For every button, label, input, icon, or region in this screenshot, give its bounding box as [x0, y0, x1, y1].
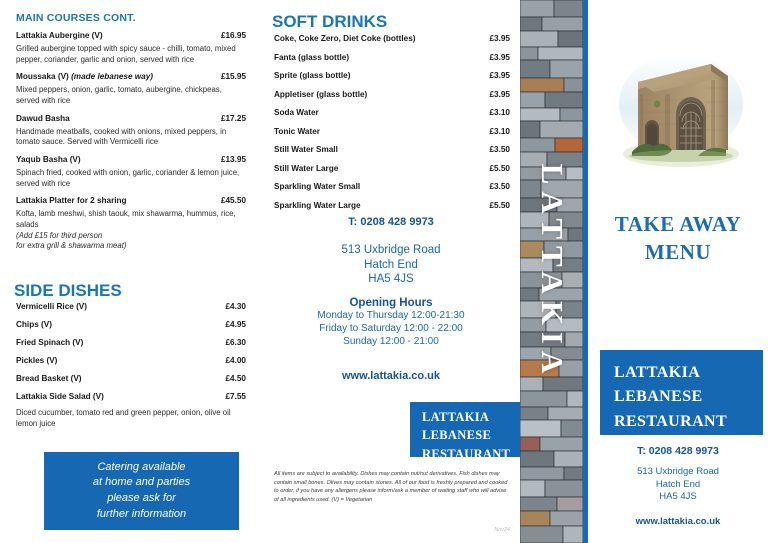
- soft-drink-row: [274, 71, 510, 80]
- menu-item-note: [16, 231, 246, 252]
- soft-drink-name: Sparkling Water Small: [274, 182, 361, 191]
- side-dish-name: Bread Basket (V): [16, 374, 82, 383]
- disclaimer-text: All items are subject to availability. Dishes may contain nut/nut derivatives. Fish dishes may contain small bones. Olives may contain stones. All of our food is freshly prepared and cooked to order, if you have any allergens please inform/ask a member of waiting staff who will advise of all ingredients used. (V) = Vegetarian: [274, 471, 508, 503]
- side-dish-price: £4.00: [225, 356, 246, 365]
- right-address-line-3: HA5 4JS: [659, 491, 697, 503]
- menu-item-name: Lattakia Aubergine (V): [16, 31, 103, 40]
- middle-brand-line-2: LEBANESE: [422, 428, 492, 443]
- soft-drink-name: Still Water Small: [274, 145, 338, 154]
- menu-item-name: Yaqub Basha (V): [16, 155, 81, 165]
- right-telephone[interactable]: T: 0208 428 9973: [637, 445, 719, 457]
- left-panel: [0, 0, 262, 543]
- text-line: at home and parties: [92, 476, 191, 489]
- soft-drink-row: [274, 182, 510, 191]
- opening-hours-line: Monday to Thursday 12:00-21:30: [317, 310, 465, 322]
- soft-drink-row: [274, 90, 510, 99]
- menu-item-name: Dawud Basha: [16, 113, 70, 123]
- soft-drink-price: £5.50: [489, 163, 510, 173]
- side-dish-row: [16, 338, 246, 347]
- right-address-line-1: 513 Uxbridge Road: [637, 466, 719, 477]
- menu-item-description: Grilled aubergine topped with spicy sauce - chilli, tomato, mixed pepper, coriander, garlic and onion, served with rice: [16, 44, 236, 64]
- right-website-link[interactable]: www.lattakia.co.uk: [635, 515, 721, 527]
- menu-item: [16, 114, 246, 148]
- right-brand-line-1: LATTAKIA: [614, 364, 701, 381]
- soft-drink-price: £3.10: [489, 126, 510, 136]
- soft-drink-row: [274, 164, 510, 173]
- text-line: (Add £15 for third person: [16, 230, 103, 240]
- side-dish-price: £4.95: [225, 320, 246, 329]
- middle-address-line-2: Hatch End: [364, 258, 418, 271]
- menu-item: [16, 155, 246, 189]
- middle-address-line-1: 513 Uxbridge Road: [341, 244, 441, 256]
- menu-item-row: [16, 114, 246, 123]
- side-dish-price: £4.30: [225, 302, 246, 311]
- side-dish-name: Fried Spinach (V): [16, 338, 84, 347]
- menu-item-row: [16, 196, 246, 205]
- middle-telephone[interactable]: T: 0208 428 9973: [348, 216, 434, 228]
- side-dishes-heading: SIDE DISHES: [14, 281, 122, 300]
- roman-arch-illustration: [616, 42, 746, 172]
- spine-brand-word: LATTAKIA: [534, 163, 570, 380]
- right-panel: [588, 0, 768, 543]
- right-brand-line-2: LEBANESE: [614, 388, 703, 406]
- soft-drink-price: £3.95: [489, 34, 510, 43]
- cover-title-line-1: TAKE AWAY: [614, 212, 742, 236]
- side-dish-price: £7.55: [225, 392, 246, 401]
- soft-drink-name: Tonic Water: [274, 126, 320, 136]
- text-line: please ask for: [107, 492, 176, 504]
- menu-item-row: [16, 155, 246, 164]
- text-line: further information: [96, 507, 187, 520]
- middle-address-line-3: HA5 4JS: [368, 273, 414, 286]
- soft-drinks-list: [274, 34, 510, 219]
- menu-item-description: Kofta, lamb meshwi, shish taouk, mix shawarma, hummus, rice, salads: [16, 209, 236, 230]
- soft-drink-name: Still Water Large: [274, 163, 339, 173]
- menu-item-name: Moussaka (V) (made lebanese way): [16, 72, 153, 82]
- soft-drink-row: [274, 34, 510, 43]
- opening-hours-lines: [270, 309, 512, 348]
- text-line: Catering available: [97, 460, 186, 473]
- right-brand-line-3: RESTAURANT: [614, 412, 728, 430]
- menu-item-name-note: (made lebanese way): [71, 72, 153, 82]
- menu-item-note-text: [16, 231, 246, 252]
- cover-title: [588, 210, 768, 266]
- text-line: for extra grill & shawarma meat): [16, 241, 127, 251]
- soft-drinks-section: [272, 12, 510, 32]
- soft-drink-name: Coke, Coke Zero, Diet Coke (bottles): [274, 34, 416, 43]
- side-dish-name: Vermicelli Rice (V): [16, 302, 87, 311]
- side-dish-row: [16, 392, 246, 401]
- side-dish-name: Lattakia Side Salad (V): [16, 392, 104, 401]
- soft-drink-name: Appletiser (glass bottle): [274, 89, 368, 99]
- soft-drink-price: £3.95: [489, 71, 510, 80]
- main-courses-heading: MAIN COURSES CONT.: [16, 12, 136, 24]
- menu-item: [16, 196, 246, 252]
- opening-hours-title: Opening Hours: [349, 297, 433, 310]
- soft-drink-price: £5.50: [489, 200, 510, 210]
- right-contact-block: [588, 445, 768, 527]
- menu-item-row: [16, 72, 246, 81]
- soft-drink-row: [274, 201, 510, 210]
- soft-drinks-heading: SOFT DRINKS: [272, 12, 388, 31]
- right-address-line-2: Hatch End: [655, 478, 701, 490]
- middle-website-link[interactable]: www.lattakia.co.uk: [341, 370, 440, 383]
- side-dish-row: [16, 356, 246, 365]
- menu-item-price: £45.50: [220, 196, 246, 206]
- middle-brand-box: [410, 402, 520, 461]
- side-dish-price: £4.50: [225, 374, 246, 383]
- menu-item-description: Handmade meatballs, cooked with onions, mixed peppers, in tomato sauce. Served with Vermicelli rice: [16, 126, 227, 147]
- menu-item-price: £13.95: [220, 155, 246, 165]
- stone-wall-spine: [520, 0, 583, 543]
- soft-drink-price: £3.50: [489, 182, 510, 191]
- middle-brand-line-3: RESTAURANT: [422, 446, 511, 461]
- side-salad-description: Diced cucumber, tomato red and green pepper, onion, olive oil lemon juice: [16, 408, 231, 428]
- menu-item-price: £15.95: [220, 72, 246, 82]
- soft-drink-name: Sparkling Water Large: [274, 200, 361, 210]
- side-dish-row: [16, 374, 246, 383]
- soft-drink-row: [274, 145, 510, 154]
- side-dish-row: [16, 302, 246, 311]
- opening-hours-line: Friday to Saturday 12:00 - 22:00: [319, 323, 463, 335]
- soft-drink-row: [274, 127, 510, 136]
- soft-drink-name: Fanta (glass bottle): [274, 52, 350, 62]
- middle-panel: [262, 0, 520, 543]
- roman-arch-icon: [616, 42, 746, 172]
- right-brand-box: [600, 350, 763, 435]
- soft-drink-name: Soda Water: [274, 108, 319, 117]
- soft-drink-row: [274, 108, 510, 117]
- menu-item-row: [16, 31, 246, 40]
- side-dish-name: Chips (V): [16, 320, 52, 329]
- middle-contact-block: [270, 216, 512, 382]
- soft-drink-name: Sprite (glass bottle): [274, 71, 351, 80]
- date-stamp: Nov24: [494, 527, 510, 533]
- soft-drink-price: £3.95: [489, 89, 510, 99]
- menu-item-name: Lattakia Platter for 2 sharing: [16, 196, 127, 206]
- menu-item: [16, 31, 246, 65]
- side-dishes-section: [14, 281, 246, 301]
- main-courses-section: [16, 12, 248, 24]
- menu-item-description: Mixed peppers, onion, garlic, tomato, aubergine, chickpeas, served with rice: [16, 85, 222, 106]
- soft-drink-row: [274, 53, 510, 62]
- opening-hours-line: Sunday 12:00 - 21:00: [343, 336, 439, 348]
- cover-title-line-2: MENU: [644, 240, 712, 265]
- menu-item-price: £16.95: [220, 31, 246, 40]
- middle-brand-line-1: LATTAKIA: [422, 410, 490, 424]
- menu-item: [16, 72, 246, 106]
- catering-box: [44, 452, 239, 530]
- menu-item-description: Spinach fried, cooked with onion, garlic, coriander & lemon juice, served with rice: [16, 168, 240, 188]
- soft-drink-price: £3.10: [489, 108, 510, 117]
- side-dish-row: [16, 320, 246, 329]
- catering-text: [93, 460, 190, 522]
- side-dishes-list: [16, 302, 246, 429]
- side-dish-name: Pickles (V): [16, 356, 58, 365]
- side-dish-price: £6.30: [225, 338, 246, 347]
- soft-drink-price: £3.95: [489, 52, 510, 62]
- menu-item-price: £17.25: [220, 113, 246, 123]
- main-courses-list: [16, 31, 246, 259]
- soft-drink-price: £3.50: [489, 145, 510, 154]
